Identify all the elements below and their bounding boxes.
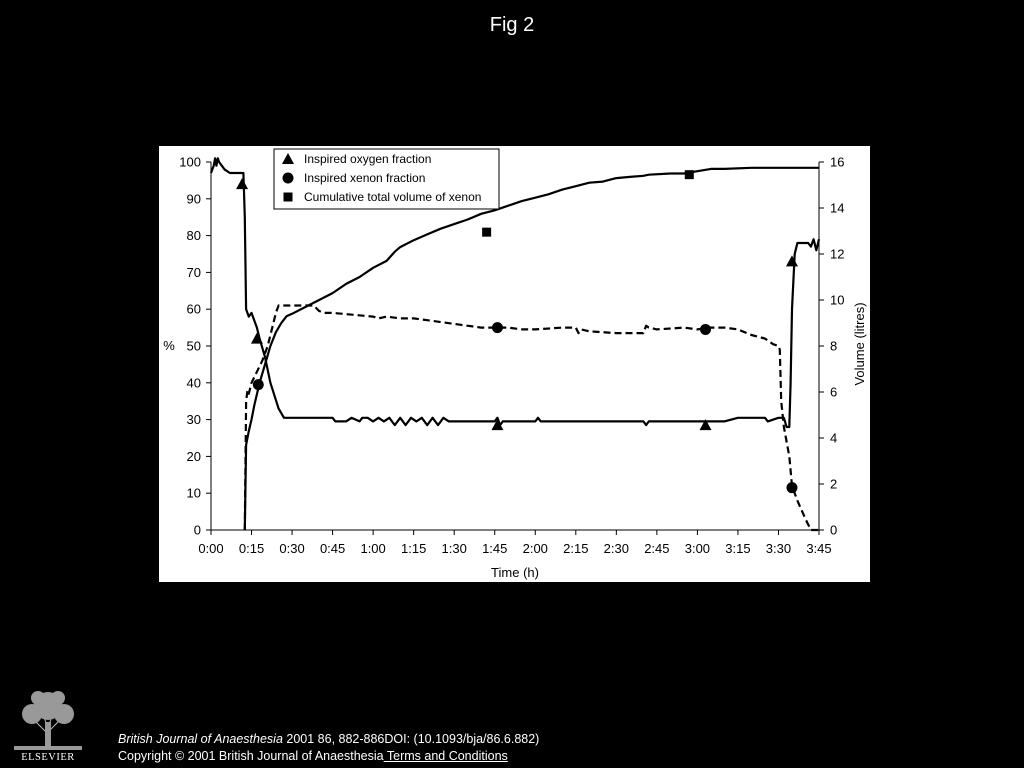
x-axis-label: Time (h) [491,565,539,580]
terms-link[interactable]: Terms and Conditions [383,749,508,763]
chart-panel [159,146,870,582]
logo-text: ELSEVIER [21,752,75,762]
x-tick-label: 1:30 [441,541,467,556]
data-marker-square [482,228,491,237]
legend-label: Inspired oxygen fraction [304,152,432,166]
x-tick-label: 2:30 [603,541,629,556]
axes [163,155,867,581]
series-layer [211,158,819,530]
citation [118,731,539,765]
data-marker-triangle [251,333,263,344]
citation-line [118,731,539,748]
y-tick-label: 0 [193,522,201,538]
x-tick-label: 2:15 [563,541,589,556]
y-tick-label: 90 [186,191,201,207]
y2-tick-label: 0 [830,522,838,538]
data-marker-triangle [236,178,248,189]
journal-name: British Journal of Anaesthesia [118,732,283,746]
series-line-3 [245,168,819,530]
x-tick-label: 3:00 [684,541,711,556]
y-tick-label: 50 [186,338,201,354]
y-axis-label: % [163,338,175,353]
x-tick-label: 2:00 [522,541,548,556]
y2-tick-label: 4 [830,430,838,446]
figure-title: Fig 2 [489,14,535,36]
legend-label: Inspired xenon fraction [304,171,426,185]
y-tick-label: 80 [186,228,201,244]
x-tick-label: 1:45 [482,541,508,556]
y2-tick-label: 6 [830,384,838,400]
elsevier-logo [10,682,86,762]
x-tick-label: 2:45 [644,541,670,556]
x-tick-label: 0:45 [319,541,346,556]
y-tick-label: 70 [186,264,201,280]
data-marker-square [685,170,694,179]
x-tick-label: 1:00 [360,541,386,556]
data-marker-circle [253,379,264,390]
data-marker-circle [492,322,503,333]
x-tick-label: 0:00 [198,541,224,556]
legend-marker-square [284,193,293,202]
legend-label: Cumulative total volume of xenon [304,190,482,204]
y2-axis-label: Volume (litres) [852,302,867,386]
x-tick-label: 3:45 [806,541,832,556]
chart [159,146,870,582]
copyright-line [118,748,539,765]
citation-details: 2001 86, 882-886DOI: (10.1093/bja/86.6.882) [282,732,540,746]
legend [274,149,499,209]
data-marker-circle [700,324,711,335]
y-tick-label: 40 [186,375,201,391]
data-marker-triangle [786,255,798,266]
legend-marker-circle [283,173,294,184]
y2-tick-label: 14 [830,200,845,216]
y2-tick-label: 10 [830,292,845,308]
data-marker-circle [786,482,797,493]
marker-layer [236,170,798,493]
y-tick-label: 60 [186,301,201,317]
x-tick-label: 0:15 [238,541,265,556]
y-tick-label: 10 [186,485,201,501]
y-tick-label: 20 [186,448,201,464]
y2-tick-label: 8 [830,338,838,354]
copyright-text: Copyright © 2001 British Journal of Anaesthesia [118,749,384,763]
y-tick-label: 100 [179,154,201,170]
x-tick-label: 0:30 [279,541,305,556]
x-tick-label: 3:15 [725,541,751,556]
x-tick-label: 3:30 [765,541,792,556]
y-tick-label: 30 [186,412,201,428]
y2-tick-label: 16 [830,154,845,170]
y2-tick-label: 2 [830,476,838,492]
y2-tick-label: 12 [830,246,845,262]
x-tick-label: 1:15 [401,541,427,556]
